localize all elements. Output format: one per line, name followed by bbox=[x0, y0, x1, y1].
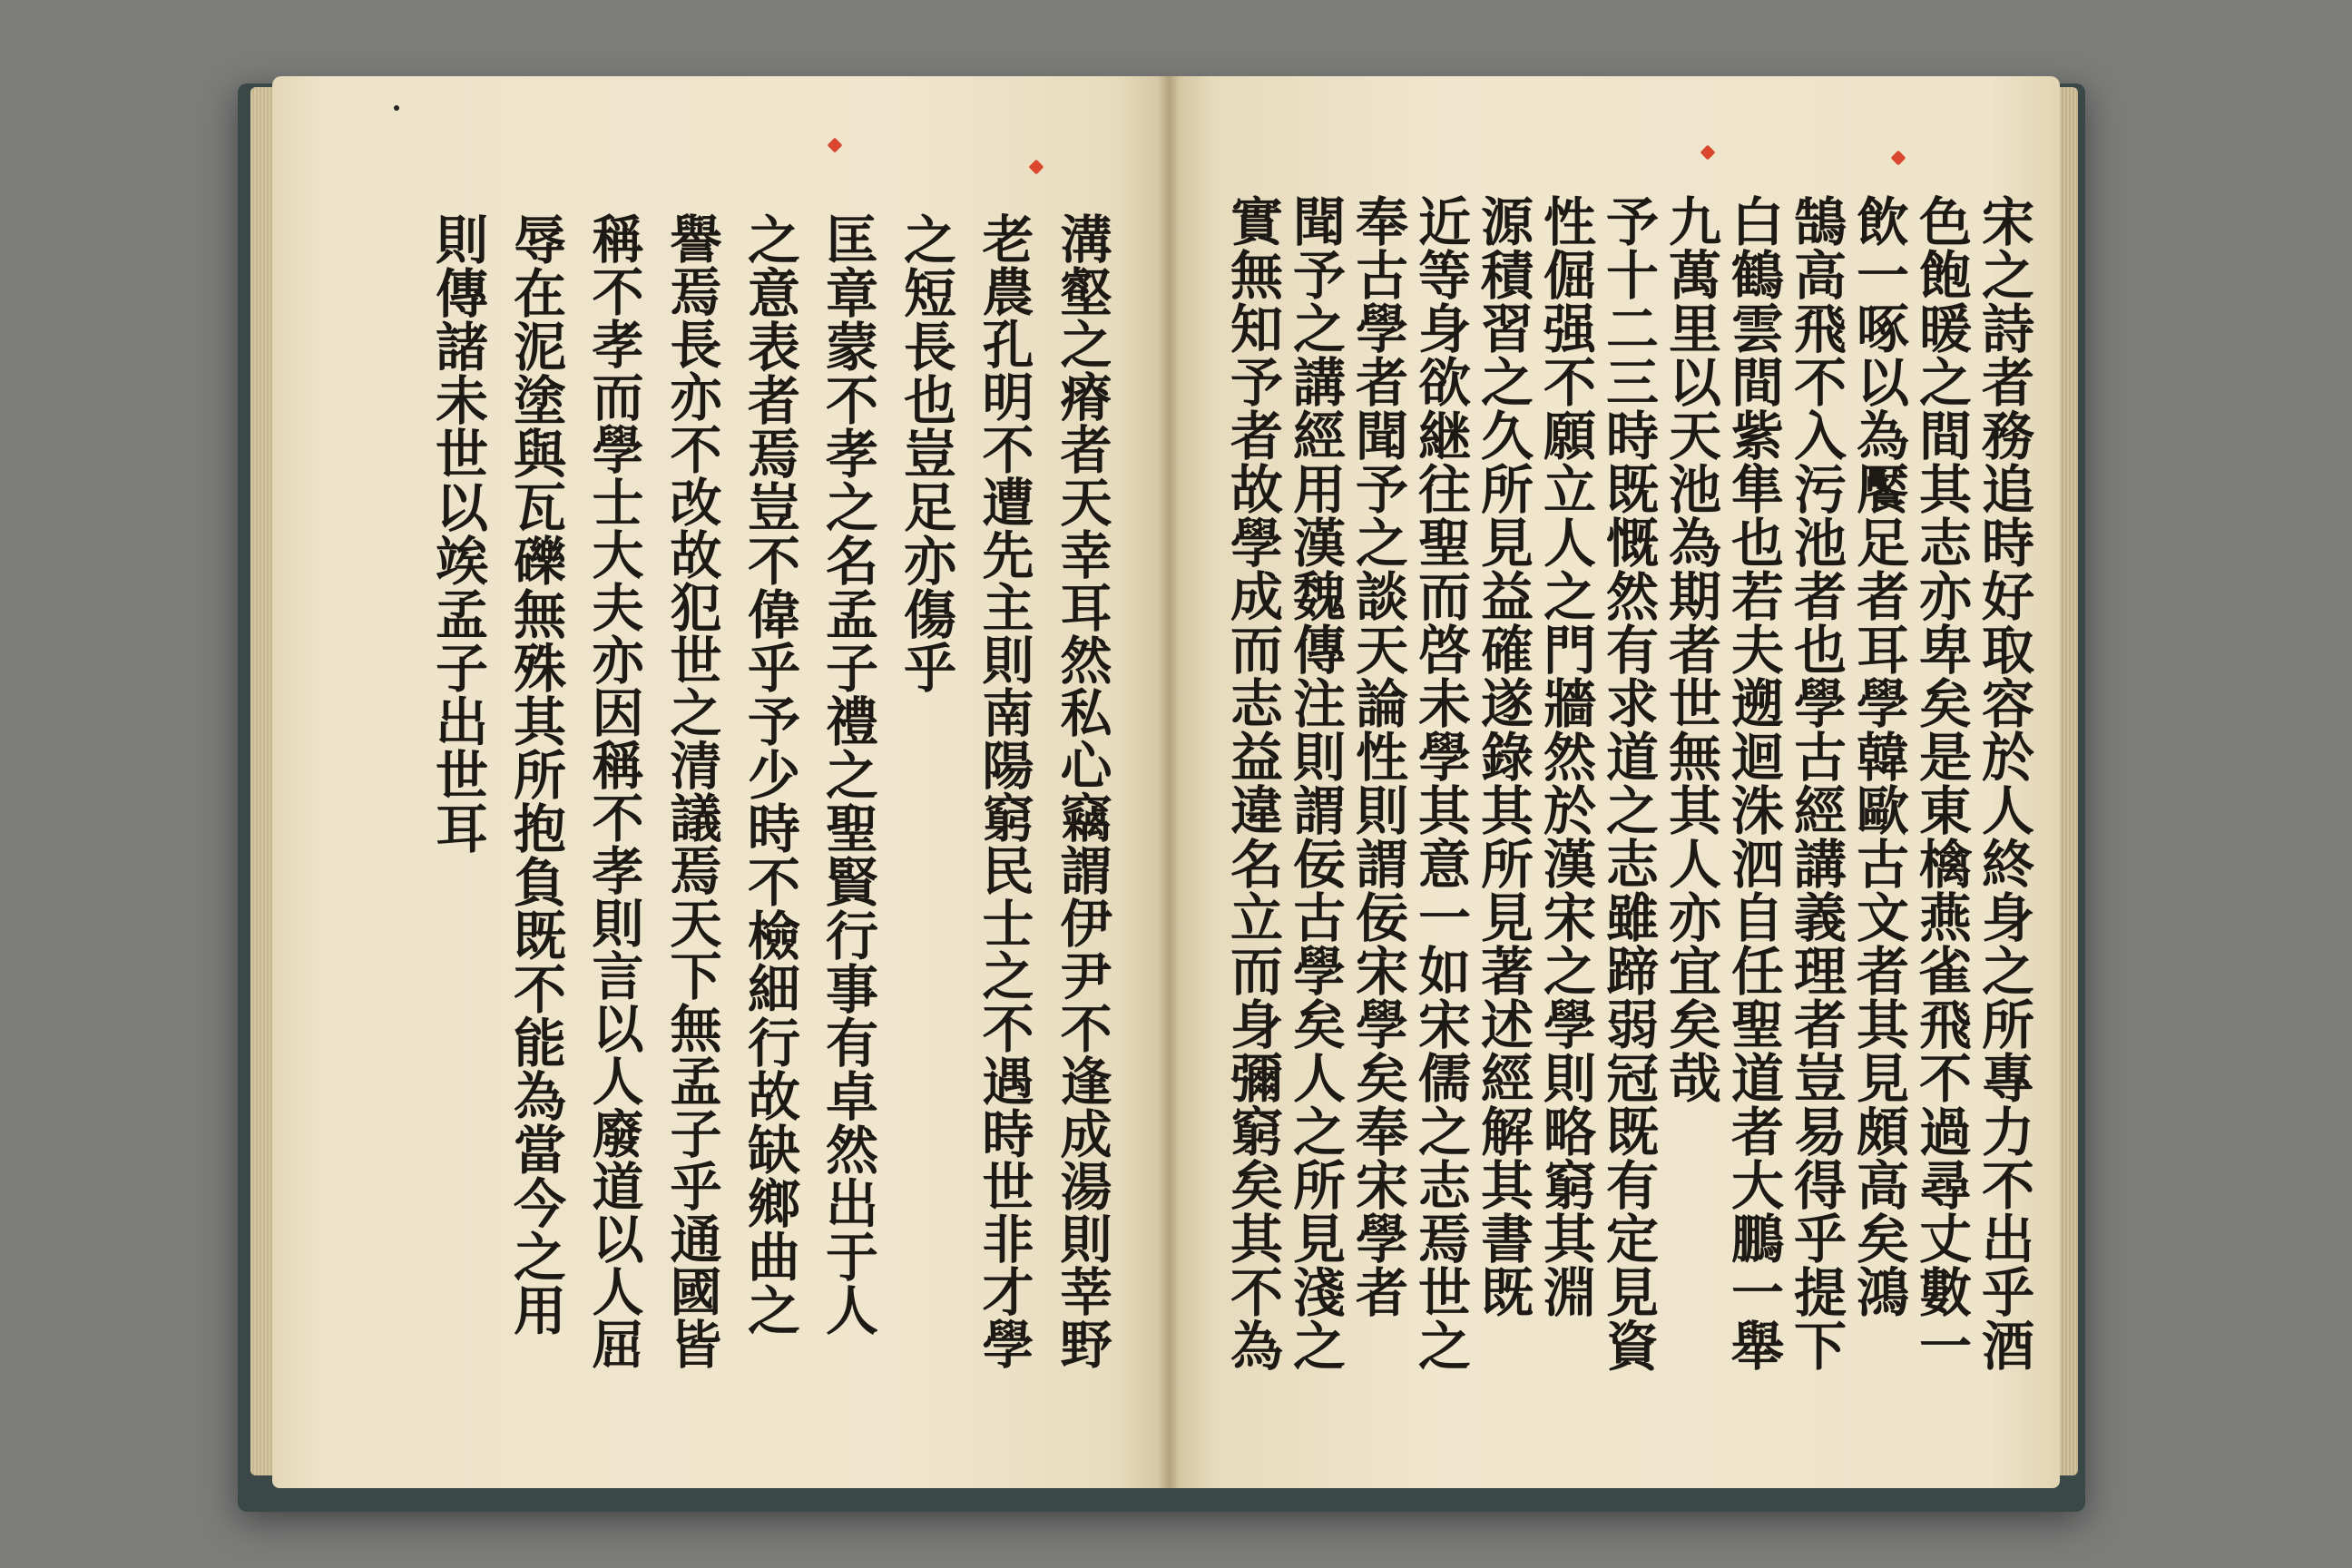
text-column: 飲一啄以為饜足者耳學韓歐古文者其見頗高矣鴻 bbox=[1847, 194, 1909, 1318]
ink-speck bbox=[394, 105, 399, 111]
right-page bbox=[1169, 76, 2060, 1488]
text-column: 譽焉長亦不改故犯世之清議焉天下無孟子乎通國皆 bbox=[662, 212, 722, 1370]
text-column: 辱在泥塗與瓦礫無殊其所抱負既不能為當今之用 bbox=[505, 212, 566, 1337]
text-column: 鵠高飛不入污池者也學古經講義理者豈易得乎提下 bbox=[1785, 194, 1847, 1372]
text-column: 稱不孝而學士大夫亦因稱不孝則言以人廢道以人屈 bbox=[583, 212, 644, 1370]
text-column: 則傳諸未世以竢孟子出世耳 bbox=[426, 212, 488, 855]
text-column: 老農孔明不遭先主則南陽窮民士之不遇時世非才學 bbox=[974, 212, 1034, 1370]
red-stamp-mark bbox=[1700, 145, 1716, 161]
text-column: 九萬里以天池為期者世無其人亦宜矣哉 bbox=[1660, 194, 1721, 1104]
text-column: 色飽暖之間其志亦卑矣是東檎燕雀飛不過尋丈數一 bbox=[1910, 194, 1972, 1372]
text-column: 之短長也豈足亦傷乎 bbox=[895, 212, 956, 694]
text-column: 白鶴雲間紫隼也若夫遡迴洙泗自任聖道者大鵬一舉 bbox=[1722, 194, 1784, 1372]
text-column: 匡章蒙不孝之名孟子禮之聖賢行事有卓然出于人 bbox=[817, 212, 878, 1337]
text-column: 宋之詩者務追時好取容於人終身之所專力不出乎酒 bbox=[1973, 194, 2034, 1372]
red-stamp-mark bbox=[1891, 151, 1906, 166]
text-column: 溝壑之瘠者天幸耳然私心竊謂伊尹不逢成湯則莘野 bbox=[1052, 212, 1112, 1370]
book-gutter bbox=[1158, 76, 1180, 1488]
left-page-edges bbox=[250, 87, 274, 1475]
text-column: 聞予之講經用漢魏傳注則謂佞古學矣人之所見淺之 bbox=[1284, 194, 1346, 1372]
text-column: 近等身欲継往聖而啓未學其意一如宋儒之志焉世之 bbox=[1409, 194, 1471, 1372]
text-column: 實無知予者故學成而志益違名立而身彌窮矣其不為 bbox=[1221, 194, 1283, 1372]
text-column: 奉古學者聞予之談天論性則謂佞宋學矣奉宋學者 bbox=[1347, 194, 1408, 1318]
red-stamp-mark bbox=[1029, 160, 1044, 175]
text-column: 予十二三時既慨然有求道之志雖蹄弱冠既有定見資 bbox=[1597, 194, 1659, 1372]
text-column: 源積習之久所見益確遂錄其所見著述經解其書既 bbox=[1472, 194, 1534, 1318]
text-column: 之意表者焉豈不偉乎予少時不檢細行故缺鄉曲之 bbox=[739, 212, 800, 1337]
red-stamp-mark bbox=[828, 138, 843, 153]
text-column: 性倔强不願立人之門牆然於漢宋之學則略窮其淵 bbox=[1534, 194, 1596, 1318]
left-page bbox=[272, 76, 1169, 1488]
